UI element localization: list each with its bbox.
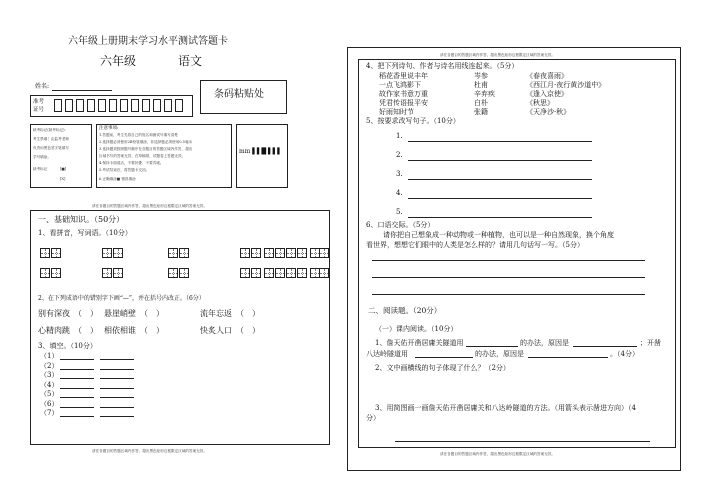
rewrite-number: 1.: [396, 132, 403, 140]
q6-text-1: 请你把自己想象成一种动物或一种植物，也可以是一种自然现象，换个角度: [383, 231, 614, 239]
r2-prompt: 2、文中画横线的句子体现了什么？（2分）: [375, 364, 510, 372]
fill-blank-number: （5）: [40, 390, 59, 398]
r1-blank-2[interactable]: [573, 346, 637, 347]
tian-grid-box[interactable]: [179, 248, 189, 258]
fill-blank-line[interactable]: [100, 388, 134, 389]
idiom-text: 相依相谁: [104, 326, 136, 335]
id-label-2: 证号: [33, 107, 45, 113]
tian-grid-box[interactable]: [319, 248, 329, 258]
name-line: [52, 90, 112, 91]
right-top-note: 请在各题目的答题区域内作答，超出黑色矩形边框限定区域的答案无效。: [440, 53, 555, 57]
q6-answer-line-1[interactable]: [372, 260, 645, 261]
rewrite-number: 4.: [396, 189, 403, 197]
tian-grid-box[interactable]: [240, 268, 250, 278]
sample-correct: [■]: [60, 167, 67, 171]
poem-title: 《逢入京使》: [526, 90, 568, 98]
poem-line: 故作家书意万重: [379, 90, 428, 98]
r1-part-c: ；开凿: [640, 339, 661, 347]
idiom-text: 别有深夜: [38, 309, 70, 318]
poem-line: 凭君传语报平安: [379, 99, 428, 107]
id-digit-cell[interactable]: [164, 99, 172, 112]
r1-part-d: 八达岭隧道用: [366, 350, 408, 358]
idiom-correction-paren[interactable]: （ ）: [236, 326, 260, 335]
q6-answer-line-2[interactable]: [372, 277, 645, 278]
fill-blank-line[interactable]: [60, 369, 94, 370]
tian-grid-box[interactable]: [297, 248, 307, 258]
r1-part-a: 1、詹天佑开凿居庸关隧道用: [375, 339, 464, 347]
fill-blank-number: （7）: [40, 409, 59, 417]
tian-grid-box[interactable]: [251, 248, 261, 258]
absence-line-3: 负责用黑色签字笔填写: [33, 146, 69, 150]
poem-author: 白朴: [474, 99, 488, 107]
tian-grid-box[interactable]: [240, 248, 250, 258]
fill-blank-line[interactable]: [60, 397, 94, 398]
notice-line-4: 区域书写的答案无效，在草稿纸、试题卷上答题无效。: [99, 154, 186, 158]
fill-blank-line[interactable]: [100, 378, 134, 379]
rewrite-answer-line[interactable]: [408, 160, 592, 161]
idiom-correction-paren[interactable]: （ ）: [236, 309, 260, 318]
notice-line-2: 2.选择题必须使用2B铅笔填涂，非选择题必须使用0.5毫米: [99, 140, 193, 144]
r1-blank-4[interactable]: [528, 357, 608, 358]
q1-prompt: 1、看拼音，写词语。（10分）: [38, 229, 132, 237]
id-digit-cell[interactable]: [153, 99, 161, 112]
fill-blank-line[interactable]: [100, 407, 134, 408]
tian-grid-box[interactable]: [168, 248, 178, 258]
tian-grid-box[interactable]: [297, 268, 307, 278]
id-digit-cell[interactable]: [65, 99, 73, 112]
tian-grid-box[interactable]: [40, 248, 50, 258]
fill-blank-line[interactable]: [100, 416, 134, 417]
section1-title: 一、基础知识。（50分）: [38, 215, 125, 224]
main-title: 六年级上册期末学习水平测试答题卡: [68, 36, 228, 47]
tian-grid-box[interactable]: [179, 268, 189, 278]
absence-mark-label: 缺考标记: [33, 167, 48, 171]
fill-blank-line[interactable]: [100, 397, 134, 398]
fill-blank-number: （2）: [40, 361, 59, 370]
tian-grid-box[interactable]: [275, 268, 285, 278]
reading-sub1: （一）课内阅读。（10分）: [375, 325, 458, 333]
tian-grid-box[interactable]: [319, 268, 329, 278]
notice-title: 注意事项:: [99, 126, 119, 131]
notice-line-5: 4.保持卡面清洁，不要折叠、不要弄破。: [99, 161, 164, 165]
r1-blank-3[interactable]: [415, 357, 473, 358]
q2-prompt: 2、在下列成语中的错别字下画“—”，并在括号内改正。（6分）: [38, 295, 205, 302]
idiom-text: 悬崖峭壁: [104, 309, 136, 318]
idiom-text: 心精肉跳: [38, 326, 70, 335]
barcode-label: 条码粘贴处: [214, 89, 264, 100]
section2-title: 二、阅读题。（20分）: [368, 306, 442, 315]
q5-prompt: 5、按要求改写句子。（10分）: [366, 117, 460, 125]
id-digit-cell[interactable]: [98, 99, 106, 112]
grade-label: 六年级: [100, 54, 137, 68]
notice-line-7: 6.正确填涂■ 错误填涂: [99, 177, 136, 181]
id-label-1: 准考: [33, 99, 45, 105]
q6-prompt: 6、口语交际。（5分）: [366, 221, 435, 229]
tian-grid-box[interactable]: [264, 268, 274, 278]
barcode-sample-box: [236, 124, 288, 188]
fill-blank-line[interactable]: [60, 359, 94, 360]
tian-grid-box[interactable]: [264, 248, 274, 258]
fill-blank-line[interactable]: [100, 359, 134, 360]
fill-blank-line[interactable]: [100, 369, 134, 370]
subject-label: 语文: [178, 54, 203, 68]
poem-author: 张籍: [474, 108, 488, 116]
id-digit-cell[interactable]: [109, 99, 117, 112]
rewrite-number: 3.: [396, 170, 403, 178]
tian-grid-box[interactable]: [286, 248, 296, 258]
fill-blank-number: （6）: [40, 399, 59, 408]
r1-part-f: 。（4分）: [610, 350, 639, 358]
idiom-correction-paren[interactable]: （ ）: [74, 309, 98, 318]
rewrite-answer-line[interactable]: [408, 198, 592, 199]
id-digit-cell[interactable]: [54, 99, 62, 112]
id-digit-cell[interactable]: [76, 99, 84, 112]
q6-answer-line-3[interactable]: [372, 294, 645, 295]
rewrite-answer-line[interactable]: [408, 217, 592, 218]
poem-title: 《秋思》: [526, 99, 554, 107]
poem-line: 好雨知时节: [379, 108, 414, 116]
rewrite-number: 5.: [396, 208, 403, 216]
r3-prompt-cont: 分）: [366, 414, 380, 422]
poem-title: 《西江月·夜行黄沙道中》: [526, 81, 606, 89]
idiom-text: 流年忘返: [200, 309, 232, 318]
poem-author: 岑参: [474, 72, 488, 80]
r1-part-e: 的办法，原因是: [475, 350, 524, 358]
poem-author: 杜甫: [474, 81, 488, 89]
q3-prompt: 3、填空。（10分）: [38, 342, 97, 350]
tian-grid-box[interactable]: [286, 268, 296, 278]
rewrite-answer-line[interactable]: [408, 179, 592, 180]
notice-line-6: 5.考试结束后，将答题卡交回。: [99, 168, 150, 172]
idiom-correction-paren[interactable]: （ ）: [74, 326, 98, 335]
r1-blank-1[interactable]: [466, 346, 518, 347]
fill-blank-number: （1）: [40, 352, 59, 360]
id-digit-cell[interactable]: [175, 99, 183, 112]
tian-grid-box[interactable]: [40, 268, 50, 278]
right-bottom-note: 请在各题目的答题区域内作答，超出黑色矩形边框限定区域的答案无效。: [440, 452, 555, 456]
notice-line-3: 3.选择题须按照题号顺序在各题目的答题区域内作答，超出: [99, 147, 193, 151]
tian-grid-box[interactable]: [113, 248, 123, 258]
id-digit-cell[interactable]: [120, 99, 128, 112]
rewrite-answer-line[interactable]: [408, 141, 592, 142]
fill-blank-line[interactable]: [60, 407, 94, 408]
tian-grid-box[interactable]: [51, 268, 61, 278]
absence-line-4: 学号填涂。: [33, 155, 51, 159]
q4-prompt: 4、把下列诗句、作者与诗名用线连起来。（5分）: [366, 62, 519, 70]
barcode-sample: mm ▌▌█ ▌▌▌: [239, 148, 282, 155]
absence-line-2: 考生禁填！由监考老师: [33, 137, 69, 141]
fill-blank-line[interactable]: [60, 416, 94, 417]
id-digit-cell[interactable]: [142, 99, 150, 112]
name-label: 姓名:: [35, 83, 50, 90]
idiom-correction-paren[interactable]: （ ）: [140, 326, 164, 335]
q6-text-2: 看世界，想想它们眼中的人类是怎么样的？请用几句话写一写。（5分）: [366, 241, 584, 249]
tian-grid-box[interactable]: [102, 248, 112, 258]
fill-blank-line[interactable]: [60, 378, 94, 379]
absence-line-1: 缺考标记(缺考标记):: [33, 128, 66, 132]
sample-line: [X]: [60, 177, 66, 181]
tian-grid-box[interactable]: [51, 248, 61, 258]
fill-blank-number: （3）: [40, 371, 59, 379]
idiom-correction-paren[interactable]: （ ）: [140, 309, 164, 318]
tian-grid-box[interactable]: [168, 268, 178, 278]
section1-bottom-note: 请在各题目的答题区域内作答，超出黑色矩形边框限定区域的答案无效。: [92, 449, 207, 453]
tian-grid-box[interactable]: [102, 268, 112, 278]
id-digit-cell[interactable]: [131, 99, 139, 112]
r3-prompt: 3、用简图画一画詹天佑开凿居庸关和八达岭隧道的方法。（用箭头表示凿进方向）（4: [375, 404, 636, 412]
id-digit-cell[interactable]: [87, 99, 95, 112]
poem-line: 稻花香里说丰年: [379, 72, 428, 80]
rewrite-number: 2.: [396, 151, 403, 159]
poem-line: 一点飞鸿影下: [379, 81, 421, 89]
tian-grid-box[interactable]: [275, 248, 285, 258]
r1-part-b: 的办法，原因是: [520, 339, 569, 347]
fill-blank-number: （4）: [40, 380, 59, 389]
poem-title: 《春夜喜雨》: [526, 72, 568, 80]
tian-grid-box[interactable]: [251, 268, 261, 278]
poem-title: 《天净沙·秋》: [526, 108, 571, 116]
poem-author: 辛弃疾: [474, 90, 495, 98]
fill-blank-line[interactable]: [60, 388, 94, 389]
section1-top-note: 请在各题目的答题区域内作答，超出黑色矩形边框限定区域的答案无效。: [92, 204, 207, 208]
notice-line-1: 1.答题前，考生先将自己的姓名和测试号填写清楚: [99, 133, 178, 137]
r3-answer-line[interactable]: [395, 441, 650, 442]
tian-grid-box[interactable]: [113, 268, 123, 278]
idiom-text: 快炙人口: [200, 326, 232, 335]
